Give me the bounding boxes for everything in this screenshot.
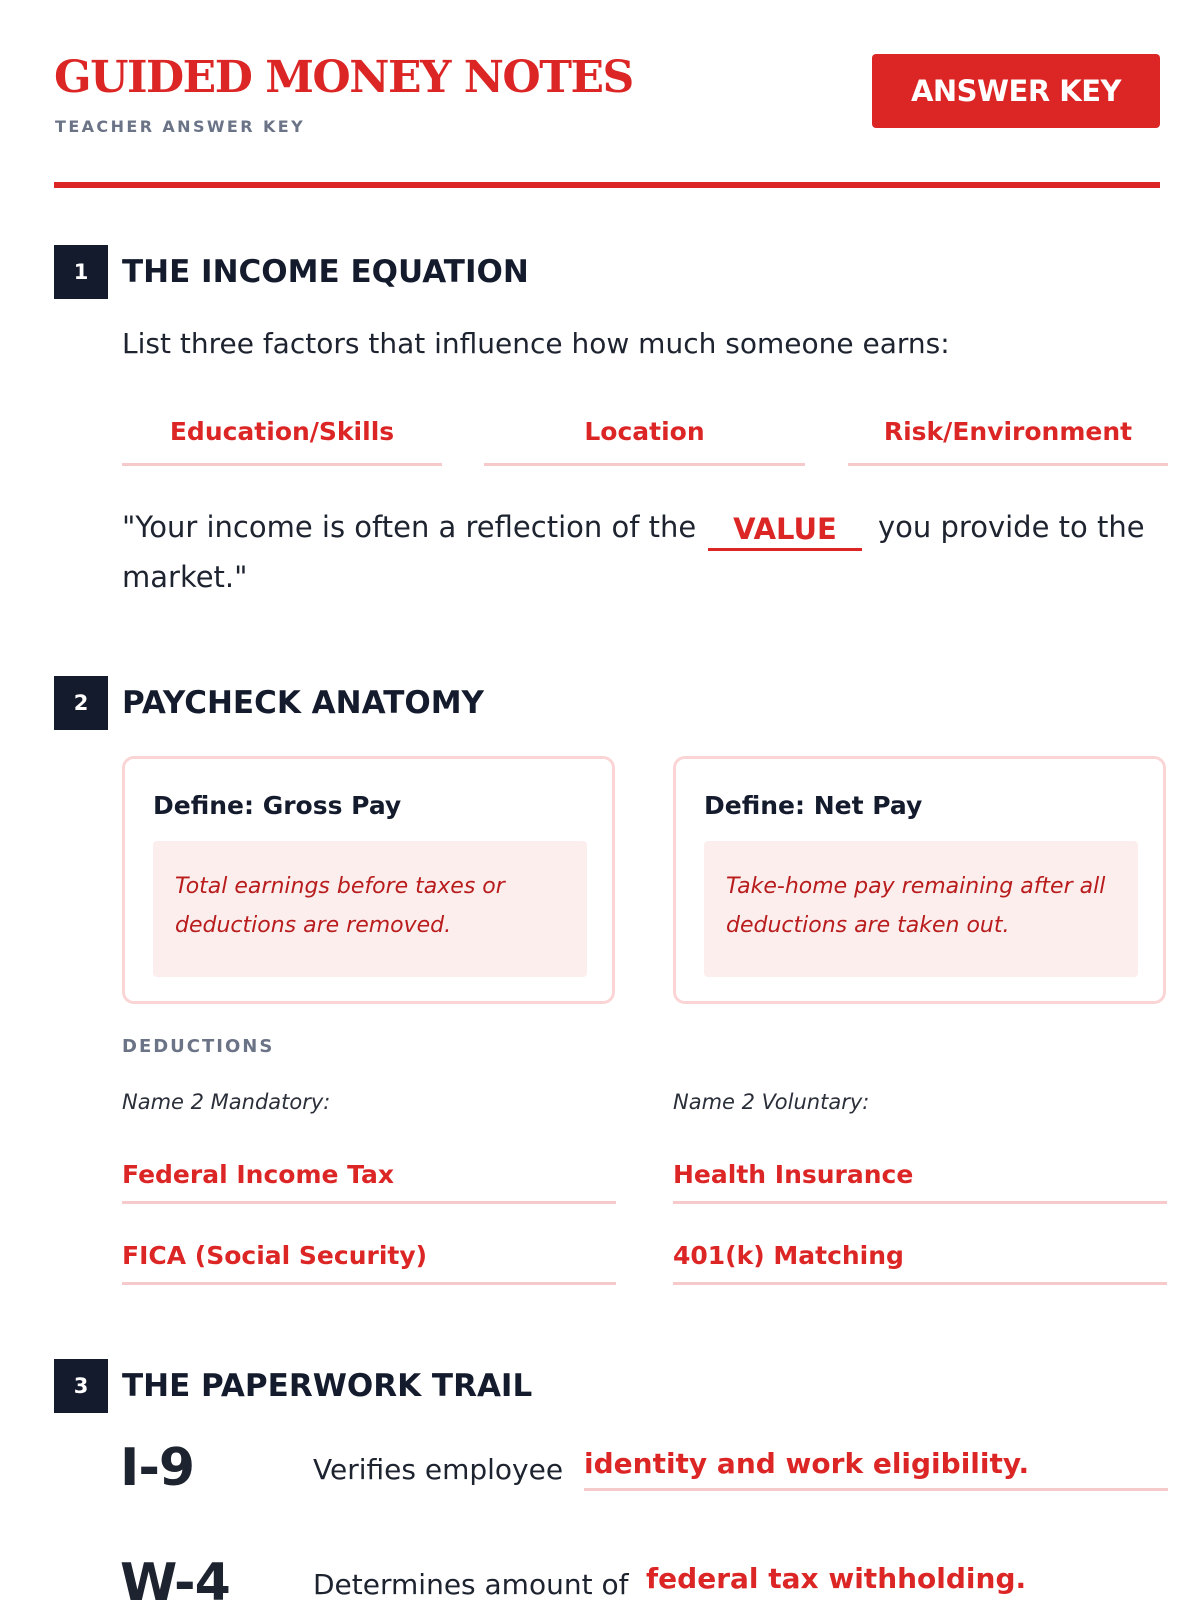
form-i9-answer: identity and work eligibility. xyxy=(584,1443,1168,1491)
form-w4-code: W-4 xyxy=(120,1553,230,1600)
gross-pay-label: Define: Gross Pay xyxy=(153,791,402,820)
header-divider xyxy=(54,182,1160,188)
mandatory-label: Name 2 Mandatory: xyxy=(122,1090,331,1114)
form-w4-answer: federal tax withholding. xyxy=(646,1558,1168,1600)
section-1-number: 1 xyxy=(54,245,108,299)
deductions-heading: DEDUCTIONS xyxy=(122,1036,275,1057)
net-pay-card xyxy=(673,756,1166,1004)
factor-answer-3: Risk/Environment xyxy=(848,406,1168,466)
factor-answer-1: Education/Skills xyxy=(122,406,442,466)
voluntary-answer-1: Health Insurance xyxy=(673,1150,1167,1204)
net-pay-label: Define: Net Pay xyxy=(704,791,923,820)
gross-pay-card xyxy=(122,756,615,1004)
form-i9-prompt: Verifies employee xyxy=(313,1453,564,1486)
answer-key-badge: ANSWER KEY xyxy=(872,54,1160,128)
section-2-title: PAYCHECK ANATOMY xyxy=(122,685,484,721)
mandatory-answer-1: Federal Income Tax xyxy=(122,1150,616,1204)
quote-text-middle: you provide to the xyxy=(878,510,1145,544)
factors-prompt: List three factors that influence how much someone earns: xyxy=(122,327,950,360)
form-w4-prompt: Determines amount of xyxy=(313,1568,629,1600)
quote-text-end: market." xyxy=(122,560,248,594)
section-2-number: 2 xyxy=(54,676,108,730)
mandatory-answer-2: FICA (Social Security) xyxy=(122,1231,616,1285)
factor-answer-2: Location xyxy=(484,406,805,466)
page-title: GUIDED MONEY NOTES xyxy=(54,52,633,103)
section-3-number: 3 xyxy=(54,1359,108,1413)
section-3-title: THE PAPERWORK TRAIL xyxy=(122,1368,533,1404)
gross-pay-answer: Total earnings before taxes or deductions are removed. xyxy=(153,841,587,977)
voluntary-label: Name 2 Voluntary: xyxy=(673,1090,870,1114)
page-subtitle: TEACHER ANSWER KEY xyxy=(55,117,306,136)
voluntary-answer-2: 401(k) Matching xyxy=(673,1231,1167,1285)
form-i9-code: I-9 xyxy=(120,1438,195,1498)
quote-answer: VALUE xyxy=(708,510,862,551)
net-pay-answer: Take-home pay remaining after all deductions are taken out. xyxy=(704,841,1138,977)
quote-text-start: "Your income is often a reflection of the xyxy=(122,510,697,544)
section-1-title: THE INCOME EQUATION xyxy=(122,254,529,290)
